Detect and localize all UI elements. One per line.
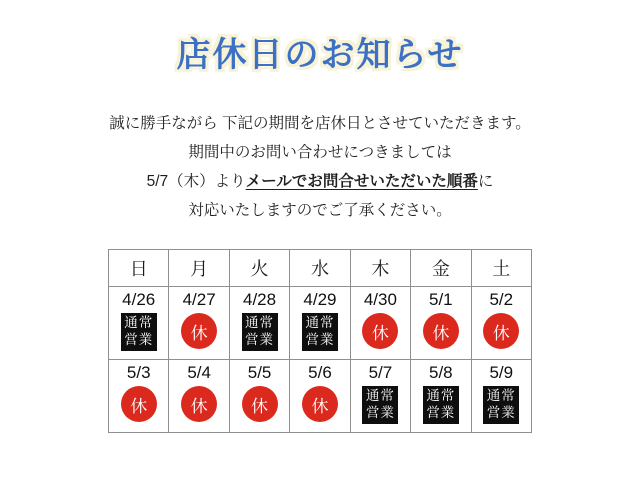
day-cell xyxy=(290,360,350,433)
day-date: 5/5 xyxy=(247,363,272,382)
day-date: 5/7 xyxy=(368,363,393,382)
calendar-week-row xyxy=(109,287,532,360)
day-date: 5/1 xyxy=(429,290,453,309)
day-cell xyxy=(109,287,169,360)
page-title: 店休日のお知らせ xyxy=(176,36,464,74)
status-badge: 通常 営業 xyxy=(362,386,398,424)
day-date: 4/30 xyxy=(363,290,397,309)
status-badge: 通常 営業 xyxy=(483,386,519,424)
day-date: 4/28 xyxy=(243,290,277,309)
notice-line-2: 期間中のお問い合わせにつきましては xyxy=(188,144,452,161)
day-cell xyxy=(350,287,410,360)
holiday-calendar-table xyxy=(108,249,532,433)
status-badge: 休 xyxy=(483,313,519,349)
notice-text xyxy=(0,109,640,225)
weekday-sun: 日 xyxy=(109,250,169,287)
day-cell xyxy=(169,287,229,360)
notice-line-1: 誠に勝手ながら 下記の期間を店休日とさせていただきます。 xyxy=(109,115,531,132)
day-cell xyxy=(350,360,410,433)
status-badge: 休 xyxy=(121,386,157,422)
weekday-tue: 火 xyxy=(229,250,289,287)
day-cell xyxy=(169,360,229,433)
status-badge: 通常 営業 xyxy=(302,313,338,351)
weekday-thu: 木 xyxy=(350,250,410,287)
status-badge: 休 xyxy=(362,313,398,349)
day-cell xyxy=(229,287,289,360)
notice-line-3-prefix: 5/7（木）より xyxy=(146,173,246,190)
notice-line-3-emphasis: メールでお問合せいただいた順番 xyxy=(245,173,478,190)
day-date: 5/4 xyxy=(187,363,211,382)
status-badge: 通常 営業 xyxy=(121,313,157,351)
weekday-header-row xyxy=(109,250,532,287)
day-cell xyxy=(229,360,289,433)
day-date: 4/26 xyxy=(122,290,156,309)
weekday-mon: 月 xyxy=(169,250,229,287)
notice-line-4: 対応いたしますのでご了承ください。 xyxy=(188,202,452,219)
day-cell xyxy=(411,360,471,433)
day-date: 5/3 xyxy=(126,363,151,382)
day-date: 5/9 xyxy=(489,363,514,382)
day-cell xyxy=(290,287,350,360)
day-date: 4/27 xyxy=(182,290,216,309)
weekday-sat: 土 xyxy=(471,250,531,287)
weekday-wed: 水 xyxy=(290,250,350,287)
day-date: 5/8 xyxy=(429,363,453,382)
day-date: 4/29 xyxy=(303,290,337,309)
status-badge: 休 xyxy=(302,386,338,422)
day-cell xyxy=(471,287,531,360)
status-badge: 休 xyxy=(423,313,459,349)
day-date: 5/2 xyxy=(489,290,514,309)
notice-line-3 xyxy=(0,167,640,196)
day-cell xyxy=(109,360,169,433)
notice-line-3-suffix: に xyxy=(477,173,494,190)
weekday-fri: 金 xyxy=(411,250,471,287)
day-cell xyxy=(471,360,531,433)
status-badge: 休 xyxy=(181,313,217,349)
calendar-week-row xyxy=(109,360,532,433)
status-badge: 休 xyxy=(242,386,278,422)
status-badge: 通常 営業 xyxy=(242,313,278,351)
day-cell xyxy=(411,287,471,360)
status-badge: 通常 営業 xyxy=(423,386,459,424)
status-badge: 休 xyxy=(181,386,217,422)
day-date: 5/6 xyxy=(308,363,332,382)
